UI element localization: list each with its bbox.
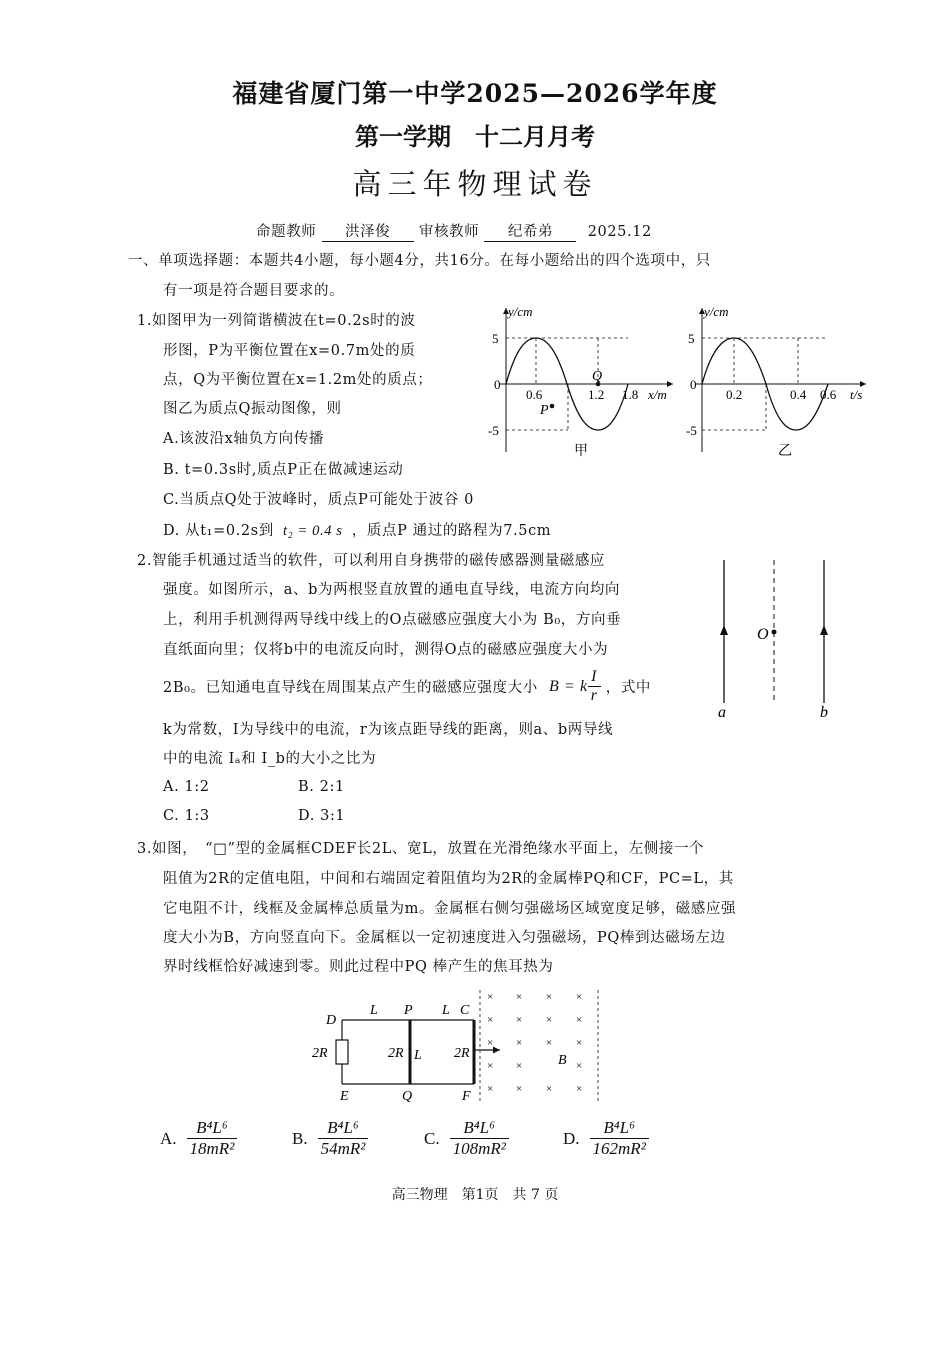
- q2-formula-numerator: I: [588, 668, 601, 687]
- current-arrow-b: [820, 625, 828, 635]
- svg-text:×: ×: [576, 991, 583, 1003]
- svg-text:0: 0: [494, 377, 501, 392]
- q1-option-d-post: ，质点P 通过的路程为7.5cm: [351, 523, 552, 539]
- svg-text:甲: 甲: [574, 444, 588, 459]
- svg-text:-5: -5: [686, 423, 697, 438]
- q2-option-c: C. 1:3: [163, 808, 210, 824]
- svg-text:Q: Q: [402, 1089, 413, 1104]
- q3-option-c-den: 108mR²: [452, 1139, 506, 1158]
- q3-option-d-num: B⁴L⁶: [590, 1118, 649, 1139]
- svg-text:L: L: [442, 1003, 450, 1018]
- svg-text:×: ×: [516, 1083, 523, 1095]
- q1-option-a: A.该波沿x轴负方向传播: [163, 431, 324, 447]
- svg-text:×: ×: [487, 991, 494, 1003]
- q3-option-a-letter: A.: [160, 1128, 177, 1148]
- q3-option-b-num: B⁴L⁶: [318, 1118, 369, 1139]
- svg-text:5: 5: [492, 331, 499, 346]
- q3-circuit-figure: [308, 988, 608, 1106]
- svg-text:0.6: 0.6: [820, 387, 837, 402]
- q3-option-c: [424, 1118, 509, 1159]
- q3-option-d-letter: D.: [563, 1128, 580, 1148]
- svg-text:×: ×: [487, 1037, 494, 1049]
- q3-option-d-fraction: [590, 1118, 649, 1159]
- q1-stem-line: 形图，P为平衡位置在x=0.7m处的质: [163, 343, 416, 359]
- svg-text:×: ×: [487, 1083, 494, 1095]
- svg-text:L: L: [414, 1048, 422, 1063]
- svg-text:×: ×: [487, 1060, 494, 1072]
- q2-stem-line: 直纸面向里；仅将b中的电流反向时，测得O点的磁感应强度大小为: [163, 642, 609, 658]
- teacher-line: [256, 220, 652, 242]
- svg-text:t/s: t/s: [850, 387, 863, 402]
- q2-option-d: D. 3:1: [298, 808, 346, 824]
- q1-option-b: B. t=0.3s时,质点P正在做减速运动: [163, 462, 404, 478]
- svg-text:×: ×: [516, 1037, 523, 1049]
- q3-option-a-fraction: [187, 1118, 238, 1159]
- svg-text:×: ×: [576, 1037, 583, 1049]
- svg-text:5: 5: [688, 331, 695, 346]
- svg-text:F: F: [462, 1089, 471, 1104]
- setter-label: 命题教师: [256, 224, 317, 240]
- q1-option-d: [163, 519, 551, 540]
- resistor-2r: [336, 1040, 348, 1064]
- q2-wires-figure: [712, 555, 842, 725]
- svg-text:×: ×: [546, 1014, 553, 1026]
- q2-stem-line: 上，利用手机测得两导线中线上的O点磁感应强度大小为 B₀，方向垂: [163, 612, 622, 628]
- q3-option-b-den: 54mR²: [320, 1139, 366, 1158]
- svg-text:×: ×: [576, 1060, 583, 1072]
- subject-title: 高三年物理试卷: [352, 167, 598, 201]
- q2-formula-denominator: r: [590, 687, 598, 704]
- q1-vibration-figure: [686, 302, 872, 462]
- svg-text:C: C: [460, 1003, 470, 1018]
- svg-text:P: P: [540, 403, 549, 418]
- q2-formula-fraction: [588, 668, 601, 705]
- page-footer: 高三物理 第1页 共 7 页: [391, 1187, 559, 1203]
- point-p: [550, 404, 555, 409]
- q2-stem-line: 强度。如图所示，a、b为两根竖直放置的通电直导线，电流方向均向: [163, 582, 621, 598]
- svg-text:2R: 2R: [454, 1046, 470, 1061]
- q2-formula-line: [163, 668, 651, 705]
- svg-text:D: D: [326, 1013, 337, 1028]
- svg-text:E: E: [340, 1089, 349, 1104]
- svg-text:2R: 2R: [388, 1046, 404, 1061]
- svg-text:×: ×: [487, 1014, 494, 1026]
- q3-option-a-den: 18mR²: [189, 1139, 235, 1158]
- q1-option-c: C.当质点Q处于波峰时，质点P可能处于波谷 0: [163, 492, 474, 508]
- q3-option-b: [292, 1118, 368, 1159]
- svg-text:×: ×: [516, 1014, 523, 1026]
- svg-text:1.8: 1.8: [622, 387, 639, 402]
- q2-line5-pre: 2B₀。已知通电直导线在周围某点产生的磁感应强度大小: [163, 680, 538, 696]
- current-arrow-a: [720, 625, 728, 635]
- svg-text:×: ×: [516, 1060, 523, 1072]
- svg-text:B: B: [558, 1053, 567, 1068]
- exam-title: 第一学期 十二月月考: [355, 122, 595, 151]
- q2-option-b: B. 2:1: [298, 779, 345, 795]
- svg-text:P: P: [404, 1003, 413, 1018]
- q3-stem-line: 阻值为2R的定值电阻，中间和右端固定着阻值均为2R的金属棒PQ和CF，PC=L，其: [163, 871, 734, 887]
- q3-option-c-num: B⁴L⁶: [450, 1118, 509, 1139]
- svg-text:乙: 乙: [778, 444, 792, 459]
- setter-name: 洪泽俊: [322, 220, 414, 242]
- svg-text:Q: Q: [592, 369, 603, 384]
- q1-stem-line: 图乙为质点Q振动图像，则: [163, 401, 342, 417]
- q3-option-a: [160, 1118, 237, 1159]
- svg-text:0.2: 0.2: [726, 387, 743, 402]
- svg-text:L: L: [370, 1003, 378, 1018]
- q3-option-d: [563, 1118, 649, 1159]
- svg-text:y/cm: y/cm: [508, 304, 533, 319]
- q3-stem-line: 度大小为B，方向竖直向下。金属框以一定初速度进入匀强磁场，PQ棒到达磁场左边: [163, 930, 726, 946]
- q2-stem-line: 2.智能手机通过适当的软件，可以利用自身携带的磁传感器测量磁感应: [137, 553, 606, 569]
- q2-option-a: A. 1:2: [163, 779, 210, 795]
- q3-option-a-num: B⁴L⁶: [187, 1118, 238, 1139]
- q3-option-b-fraction: [318, 1118, 369, 1159]
- reviewer-label: 审核教师: [418, 224, 480, 240]
- q1-wave-figure: [488, 302, 678, 462]
- q3-option-c-letter: C.: [424, 1128, 440, 1148]
- school-title: 福建省厦门第一中学2025—2026学年度: [232, 79, 718, 108]
- q2-stem-line: 中的电流 Iₐ和 I_b的大小之比为: [163, 751, 377, 767]
- q1-stem-line: 1.如图甲为一列简谐横波在t=0.2s时的波: [137, 313, 416, 329]
- q2-stem-line: k为常数，I为导线中的电流，r为该点距导线的距离，则a、b两导线: [163, 722, 614, 738]
- q1-option-d-pre: D. 从t₁=0.2s到: [163, 523, 274, 539]
- q1-stem-line: 点，Q为平衡位置在x=1.2m处的质点；: [163, 372, 433, 388]
- svg-text:0: 0: [690, 377, 697, 392]
- svg-text:1.2: 1.2: [588, 387, 605, 402]
- svg-text:×: ×: [516, 991, 523, 1003]
- svg-text:×: ×: [576, 1014, 583, 1026]
- q3-stem-line: 它电阻不计，线框及金属棒总质量为m。金属框右侧匀强磁场区域宽度足够，磁感应强: [163, 901, 737, 917]
- q3-stem-line: 3.如图， “□”型的金属框CDEF长2L、宽L，放置在光滑绝缘水平面上，左侧接一个: [137, 841, 705, 857]
- q1-option-d-time: t₂ = 0.4 s: [283, 523, 343, 539]
- svg-text:O: O: [757, 626, 769, 643]
- section1-line2: 有一项是符合题目要求的。: [163, 283, 345, 299]
- q3-option-c-fraction: [450, 1118, 509, 1159]
- svg-text:×: ×: [576, 1083, 583, 1095]
- svg-text:a: a: [718, 704, 726, 721]
- point-o: [772, 630, 777, 635]
- reviewer-name: 纪希弟: [484, 220, 576, 242]
- svg-text:×: ×: [546, 991, 553, 1003]
- q2-formula-lhs: B = k: [549, 677, 588, 695]
- svg-text:y/cm: y/cm: [704, 304, 729, 319]
- svg-text:x/m: x/m: [648, 387, 667, 402]
- exam-date: 2025.12: [587, 224, 652, 240]
- section1-line1: 一、单项选择题：本题共4小题，每小题4分，共16分。在每小题给出的四个选项中，只: [128, 253, 711, 269]
- svg-text:×: ×: [546, 1083, 553, 1095]
- q3-option-d-den: 162mR²: [592, 1139, 646, 1158]
- svg-text:×: ×: [546, 1037, 553, 1049]
- svg-text:-5: -5: [488, 423, 499, 438]
- q2-line5-post: ，式中: [605, 680, 652, 696]
- svg-text:0.6: 0.6: [526, 387, 543, 402]
- svg-text:0.4: 0.4: [790, 387, 807, 402]
- q3-stem-line: 界时线框恰好减速到零。则此过程中PQ 棒产生的焦耳热为: [163, 959, 554, 975]
- svg-text:2R: 2R: [312, 1046, 328, 1061]
- q3-option-b-letter: B.: [292, 1128, 308, 1148]
- svg-text:b: b: [820, 704, 828, 721]
- magnetic-field-crosses: [487, 991, 582, 1095]
